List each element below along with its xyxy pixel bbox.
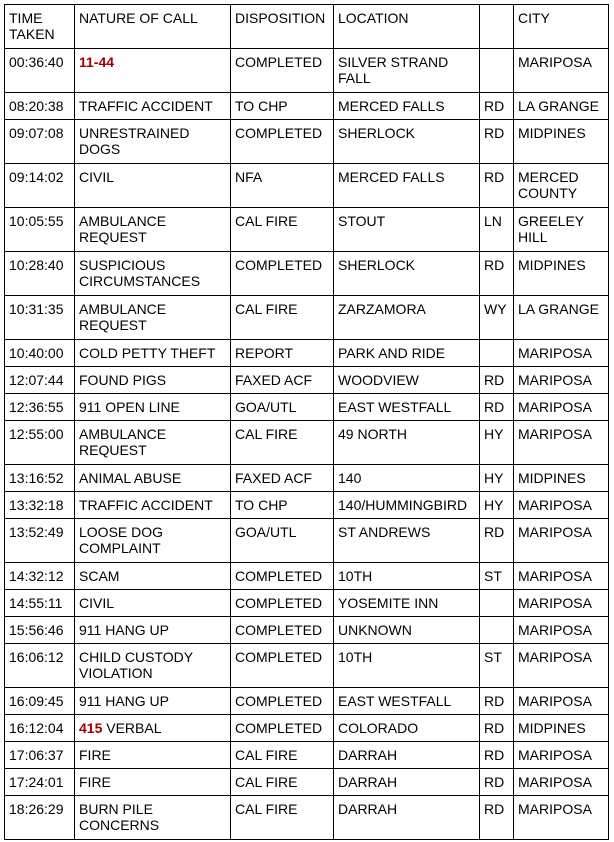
header-row [5, 5, 609, 49]
location-cell [334, 617, 480, 644]
table-row [5, 367, 609, 394]
city-line: MARIPOSA [518, 693, 592, 709]
city-cell [514, 617, 609, 644]
table-row [5, 465, 609, 492]
city-line: MARIPOSA [518, 497, 592, 513]
location-cell [334, 644, 480, 688]
time-taken-cell: 16:09:45 [5, 688, 75, 715]
location-line: WOODVIEW [338, 372, 419, 388]
location-cell [334, 49, 480, 93]
call-code: 415 [79, 720, 103, 736]
nature-of-call-cell [75, 208, 231, 252]
street-suffix-cell [480, 49, 514, 93]
disposition-cell: COMPLETED [231, 688, 334, 715]
disposition-cell: CAL FIRE [231, 296, 334, 340]
nature-of-call-cell [75, 715, 231, 742]
location-cell [334, 208, 480, 252]
street-suffix-cell: LN [480, 208, 514, 252]
location-cell [334, 296, 480, 340]
street-suffix-cell: HY [480, 492, 514, 519]
nature-of-call-cell [75, 742, 231, 769]
disposition-cell: CAL FIRE [231, 421, 334, 465]
header-location: LOCATION [334, 5, 480, 49]
location-line: FALL [338, 70, 371, 86]
city-cell [514, 465, 609, 492]
nature-of-call-text: VERBAL [102, 720, 162, 736]
time-taken-cell: 09:14:02 [5, 164, 75, 208]
city-line: MARIPOSA [518, 774, 592, 790]
location-line: MERCED FALLS [338, 98, 445, 114]
disposition-cell: TO CHP [231, 492, 334, 519]
nature-of-call-line: TRAFFIC ACCIDENT [79, 98, 213, 114]
nature-of-call-cell [75, 367, 231, 394]
location-line: ZARZAMORA [338, 301, 426, 317]
location-cell [334, 742, 480, 769]
city-cell [514, 796, 609, 840]
street-suffix-cell: HY [480, 421, 514, 465]
table-row [5, 644, 609, 688]
time-taken-cell: 10:05:55 [5, 208, 75, 252]
street-suffix-cell: RD [480, 367, 514, 394]
nature-of-call-cell [75, 563, 231, 590]
table-row [5, 252, 609, 296]
nature-of-call-line: REQUEST [79, 317, 147, 333]
city-line: MARIPOSA [518, 649, 592, 665]
city-cell [514, 590, 609, 617]
location-line: SHERLOCK [338, 125, 416, 141]
nature-of-call-line: SCAM [79, 568, 120, 584]
location-cell [334, 164, 480, 208]
street-suffix-cell: RD [480, 394, 514, 421]
location-cell [334, 394, 480, 421]
disposition-cell: REPORT [231, 340, 334, 367]
nature-of-call-line: AMBULANCE [79, 213, 167, 229]
time-taken-cell: 17:06:37 [5, 742, 75, 769]
time-taken-cell: 18:26:29 [5, 796, 75, 840]
city-line: MIDPINES [518, 470, 586, 486]
street-suffix-cell: RD [480, 519, 514, 563]
location-cell [334, 367, 480, 394]
street-suffix-cell: RD [480, 796, 514, 840]
nature-of-call-cell [75, 688, 231, 715]
table-row [5, 617, 609, 644]
disposition-cell: GOA/UTL [231, 519, 334, 563]
table-row [5, 49, 609, 93]
location-line: UNKNOWN [338, 622, 412, 638]
disposition-cell: COMPLETED [231, 563, 334, 590]
nature-of-call-line: DOGS [79, 141, 121, 157]
disposition-cell: COMPLETED [231, 120, 334, 164]
location-line: 10TH [338, 568, 373, 584]
nature-of-call-cell [75, 465, 231, 492]
call-log-body [5, 49, 609, 840]
nature-of-call-line: CIVIL [79, 169, 115, 185]
nature-of-call-cell [75, 590, 231, 617]
disposition-cell: NFA [231, 164, 334, 208]
location-line: PARK AND RIDE [338, 345, 446, 361]
nature-of-call-cell [75, 769, 231, 796]
location-line: STOUT [338, 213, 386, 229]
nature-of-call-line: FOUND PIGS [79, 372, 167, 388]
disposition-cell: FAXED ACF [231, 465, 334, 492]
table-row [5, 688, 609, 715]
location-cell [334, 340, 480, 367]
nature-of-call-line: CONCERNS [79, 817, 160, 833]
nature-of-call-cell [75, 296, 231, 340]
city-line: MARIPOSA [518, 399, 592, 415]
location-line: 49 NORTH [338, 426, 407, 442]
nature-of-call-line: FIRE [79, 774, 111, 790]
location-line: YOSEMITE INN [338, 595, 439, 611]
table-row [5, 742, 609, 769]
city-cell [514, 563, 609, 590]
location-cell [334, 796, 480, 840]
location-cell [334, 715, 480, 742]
disposition-cell: CAL FIRE [231, 742, 334, 769]
location-cell [334, 465, 480, 492]
city-line: LA GRANGE [518, 301, 599, 317]
street-suffix-cell: WY [480, 296, 514, 340]
time-taken-cell: 14:32:12 [5, 563, 75, 590]
time-taken-cell: 16:06:12 [5, 644, 75, 688]
nature-of-call-line: 911 OPEN LINE [79, 399, 180, 415]
nature-of-call-line: BURN PILE [79, 801, 153, 817]
location-cell [334, 563, 480, 590]
city-cell [514, 49, 609, 93]
header-time-taken [5, 5, 75, 49]
location-line: 140/HUMMINGBIRD [338, 497, 468, 513]
city-cell [514, 367, 609, 394]
nature-of-call-cell [75, 49, 231, 93]
nature-of-call-cell [75, 421, 231, 465]
nature-of-call-cell [75, 120, 231, 164]
city-cell [514, 394, 609, 421]
call-code: 11-44 [79, 54, 115, 70]
nature-of-call-cell [75, 617, 231, 644]
header-suffix [480, 5, 514, 49]
city-cell [514, 164, 609, 208]
nature-of-call-cell [75, 164, 231, 208]
city-line: COUNTY [518, 185, 578, 201]
header-time-line: TIME [9, 10, 43, 26]
time-taken-cell: 17:24:01 [5, 769, 75, 796]
time-taken-cell: 10:31:35 [5, 296, 75, 340]
street-suffix-cell: RD [480, 742, 514, 769]
city-line: MARIPOSA [518, 345, 592, 361]
city-line: MIDPINES [518, 125, 586, 141]
city-line: MIDPINES [518, 720, 586, 736]
time-taken-cell: 12:55:00 [5, 421, 75, 465]
header-nature-of-call: NATURE OF CALL [75, 5, 231, 49]
city-line: GREELEY [518, 213, 585, 229]
city-cell [514, 296, 609, 340]
table-row [5, 769, 609, 796]
nature-of-call-line: UNRESTRAINED [79, 125, 190, 141]
street-suffix-cell: RD [480, 120, 514, 164]
city-cell [514, 208, 609, 252]
location-line: ST ANDREWS [338, 524, 431, 540]
nature-of-call-line: AMBULANCE [79, 426, 167, 442]
city-cell [514, 742, 609, 769]
city-line: MARIPOSA [518, 524, 592, 540]
street-suffix-cell: HY [480, 465, 514, 492]
city-line: MARIPOSA [518, 568, 592, 584]
location-cell [334, 769, 480, 796]
table-row [5, 208, 609, 252]
city-line: MARIPOSA [518, 372, 592, 388]
time-taken-cell: 12:36:55 [5, 394, 75, 421]
table-row [5, 164, 609, 208]
nature-of-call-cell [75, 394, 231, 421]
table-row [5, 340, 609, 367]
location-line: DARRAH [338, 774, 398, 790]
street-suffix-cell: ST [480, 563, 514, 590]
disposition-cell: TO CHP [231, 93, 334, 120]
location-line: MERCED FALLS [338, 169, 445, 185]
time-taken-cell: 13:52:49 [5, 519, 75, 563]
city-line: MARIPOSA [518, 747, 592, 763]
location-cell [334, 519, 480, 563]
nature-of-call-line: REQUEST [79, 229, 147, 245]
table-row [5, 93, 609, 120]
city-line: HILL [518, 229, 548, 245]
location-cell [334, 93, 480, 120]
city-cell [514, 120, 609, 164]
nature-of-call-line: CHILD CUSTODY [79, 649, 194, 665]
city-line: MARIPOSA [518, 426, 592, 442]
street-suffix-cell: ST [480, 644, 514, 688]
city-line: MARIPOSA [518, 801, 592, 817]
table-row [5, 796, 609, 840]
table-row [5, 715, 609, 742]
time-taken-cell: 16:12:04 [5, 715, 75, 742]
city-line: MARIPOSA [518, 595, 592, 611]
street-suffix-cell: RD [480, 688, 514, 715]
street-suffix-cell: RD [480, 769, 514, 796]
city-cell [514, 715, 609, 742]
disposition-cell: CAL FIRE [231, 769, 334, 796]
time-taken-cell: 08:20:38 [5, 93, 75, 120]
disposition-cell: CAL FIRE [231, 796, 334, 840]
location-cell [334, 120, 480, 164]
time-taken-cell: 13:32:18 [5, 492, 75, 519]
disposition-cell: COMPLETED [231, 49, 334, 93]
street-suffix-cell: RD [480, 164, 514, 208]
nature-of-call-line: LOOSE DOG [79, 524, 164, 540]
city-line: MARIPOSA [518, 622, 592, 638]
location-line: SILVER STRAND [338, 54, 449, 70]
table-row [5, 120, 609, 164]
city-cell [514, 769, 609, 796]
nature-of-call-line: FIRE [79, 747, 111, 763]
nature-of-call-line: SUSPICIOUS [79, 257, 166, 273]
nature-of-call-cell [75, 644, 231, 688]
location-cell [334, 492, 480, 519]
disposition-cell: COMPLETED [231, 715, 334, 742]
table-row [5, 492, 609, 519]
nature-of-call-line: COLD PETTY THEFT [79, 345, 216, 361]
table-row [5, 394, 609, 421]
city-line: MARIPOSA [518, 54, 592, 70]
time-taken-cell: 00:36:40 [5, 49, 75, 93]
nature-of-call-line: 911 HANG UP [79, 693, 169, 709]
time-taken-cell: 15:56:46 [5, 617, 75, 644]
nature-of-call-line: ANIMAL ABUSE [79, 470, 182, 486]
location-cell [334, 421, 480, 465]
city-line: MIDPINES [518, 257, 586, 273]
location-line: DARRAH [338, 801, 398, 817]
location-line: 10TH [338, 649, 373, 665]
disposition-cell: COMPLETED [231, 644, 334, 688]
street-suffix-cell [480, 340, 514, 367]
location-cell [334, 688, 480, 715]
nature-of-call-line: COMPLAINT [79, 540, 161, 556]
time-taken-cell: 14:55:11 [5, 590, 75, 617]
city-cell [514, 644, 609, 688]
location-line: EAST WESTFALL [338, 399, 452, 415]
disposition-cell: CAL FIRE [231, 208, 334, 252]
city-cell [514, 688, 609, 715]
city-cell [514, 492, 609, 519]
header-city: CITY [514, 5, 609, 49]
call-log-table [4, 4, 609, 840]
table-row [5, 519, 609, 563]
time-taken-cell: 09:07:08 [5, 120, 75, 164]
location-line: SHERLOCK [338, 257, 416, 273]
disposition-cell: COMPLETED [231, 590, 334, 617]
disposition-cell: COMPLETED [231, 252, 334, 296]
nature-of-call-line: VIOLATION [79, 665, 153, 681]
nature-of-call-line: REQUEST [79, 442, 147, 458]
nature-of-call-cell [75, 340, 231, 367]
city-cell [514, 93, 609, 120]
location-cell [334, 252, 480, 296]
street-suffix-cell [480, 590, 514, 617]
city-cell [514, 340, 609, 367]
nature-of-call-cell [75, 796, 231, 840]
city-line: MERCED [518, 169, 579, 185]
nature-of-call-cell [75, 492, 231, 519]
nature-of-call-line: 911 HANG UP [79, 622, 169, 638]
disposition-cell: FAXED ACF [231, 367, 334, 394]
street-suffix-cell: RD [480, 252, 514, 296]
time-taken-cell: 13:16:52 [5, 465, 75, 492]
location-line: 140 [338, 470, 362, 486]
time-taken-cell: 10:28:40 [5, 252, 75, 296]
time-taken-cell: 12:07:44 [5, 367, 75, 394]
location-line: EAST WESTFALL [338, 693, 452, 709]
nature-of-call-cell [75, 93, 231, 120]
header-taken-line: TAKEN [9, 26, 55, 42]
city-cell [514, 252, 609, 296]
street-suffix-cell: RD [480, 715, 514, 742]
table-row [5, 563, 609, 590]
street-suffix-cell [480, 617, 514, 644]
time-taken-cell: 10:40:00 [5, 340, 75, 367]
table-row [5, 421, 609, 465]
nature-of-call-cell [75, 252, 231, 296]
disposition-cell: COMPLETED [231, 617, 334, 644]
header-disposition: DISPOSITION [231, 5, 334, 49]
nature-of-call-cell [75, 519, 231, 563]
table-row [5, 590, 609, 617]
nature-of-call-line: TRAFFIC ACCIDENT [79, 497, 213, 513]
city-cell [514, 519, 609, 563]
location-line: DARRAH [338, 747, 398, 763]
disposition-cell: GOA/UTL [231, 394, 334, 421]
nature-of-call-line: CIVIL [79, 595, 115, 611]
location-line: COLORADO [338, 720, 419, 736]
street-suffix-cell: RD [480, 93, 514, 120]
nature-of-call-line: AMBULANCE [79, 301, 167, 317]
city-line: LA GRANGE [518, 98, 599, 114]
table-row [5, 296, 609, 340]
city-cell [514, 421, 609, 465]
location-cell [334, 590, 480, 617]
nature-of-call-line: CIRCUMSTANCES [79, 273, 201, 289]
